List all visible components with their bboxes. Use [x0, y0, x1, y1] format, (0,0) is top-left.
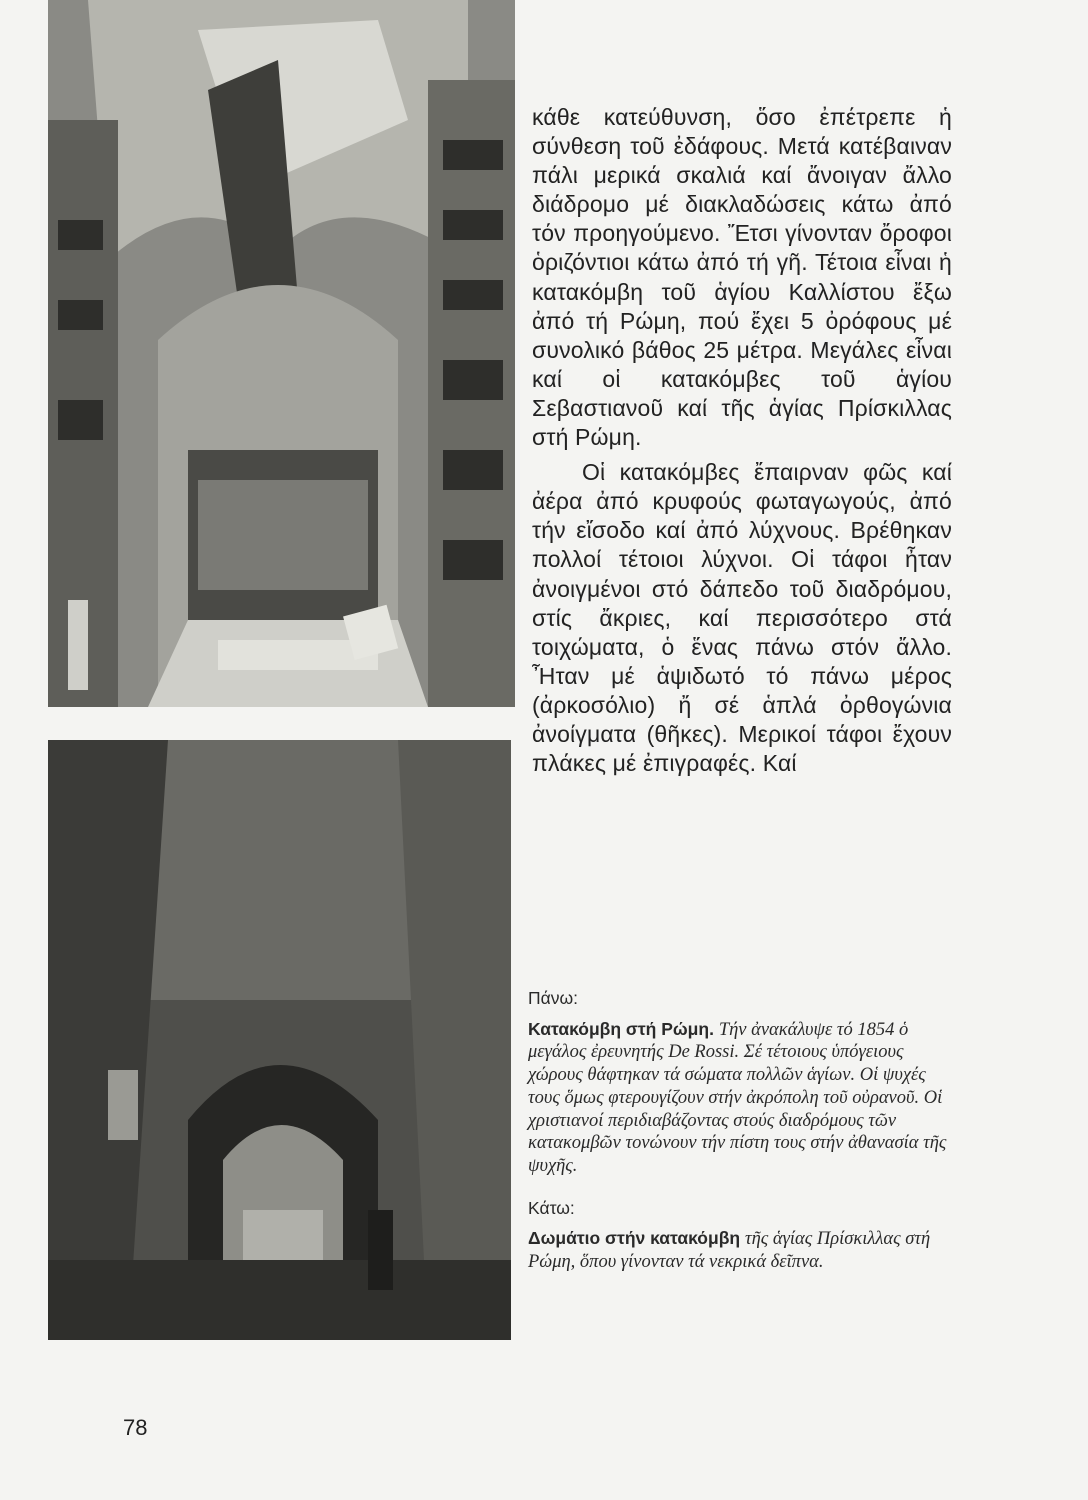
caption-top-label: Πάνω:: [528, 988, 579, 1008]
page-number: 78: [123, 1415, 148, 1440]
caption-bottom: [528, 1228, 960, 1273]
caption-bottom-title: Δωμάτιο στήν κατακόμβη: [528, 1228, 741, 1249]
body-text: [532, 103, 952, 778]
photo-catacomb-corridor: [48, 0, 515, 707]
caption-top-text: Τήν ἀνακάλυψε τό 1854 ὁ μεγάλος ἐρευνητής De Rossi. Σέ τέτοιους ὑπόγειους χώρους θάφτηκαν τά σώματα πολλῶν ἁγίων. Οἱ ψυχές τους ὅμως φτερουγίζουν στήν ἀκρόπολη τοῦ οὐρανοῦ. Οἱ χριστιανοί περιδιαβάζοντας στούς διαδρόμους τῶν κατακομβῶν τονώνουν τήν πίστη τους στήν ἀθανασία τῆς ψυχῆς.: [528, 1019, 947, 1176]
caption-bottom-text: τῆς ἁγίας Πρίσκιλλας στή Ρώμη, ὅπου γίνονταν τά νεκρικά δεῖπνα.: [528, 1229, 931, 1273]
catacomb-corridor-engraving-icon: [48, 0, 515, 707]
catacomb-chamber-photograph-icon: [48, 740, 511, 1340]
body-paragraph-1: κάθε κατεύθυνση, ὅσο ἐπέτρεπε ἡ σύνθεση τοῦ ἐδάφους. Μετά κατέβαιναν πάλι μερικά σκαλιά καί ἄνοιγαν ἄλλο διάδρομο μέ διακλαδώσεις κάτω ἀπό τόν προηγούμενο. Ἔτσι γίνονταν ὄροφοι ὁριζόντιοι κάτω ἀπό τή γῆ. Τέτοια εἶναι ἡ κατακόμβη τοῦ ἁγίου Καλλίστου ἔξω ἀπό τή Ρώμη, πού ἔχει 5 ὀρόφους μέ συνολικό βάθος 25 μέτρα. Μεγάλες εἶναι καί οἱ κατακόμβες τοῦ ἁγίου Σεβαστιανοῦ καί τῆς ἁγίας Πρίσκιλλας στή Ρώμη.: [532, 104, 952, 451]
caption-top: [528, 1019, 960, 1178]
caption-top-title: Κατακόμβη στή Ρώμη.: [528, 1018, 714, 1039]
body-paragraph-2: Οἱ κατακόμβες ἔπαιρναν φῶς καί ἀέρα ἀπό κρυφούς φωταγωγούς, ἀπό τήν εἴσοδο καί ἀπό λύχνους. Βρέθηκαν πολλοί τέτοιοι λύχνοι. Οἱ τάφοι ἦταν ἀνοιγμένοι στό δάπεδο τοῦ διαδρόμου, στίς ἄκριες, καί περισσότερο στά τοιχώματα, ὁ ἕνας πάνω στόν ἄλλο. Ἦταν μέ ἁψιδωτό τό πάνω μέρος (ἀρκοσόλιο) ἤ σέ ἁπλά ὀρθογώνια ἀνοίγματα (θῆκες). Μερικοί τάφοι ἔχουν πλάκες μέ ἐπιγραφές. Καί: [532, 459, 952, 777]
caption-bottom-label: Κάτω:: [528, 1197, 575, 1218]
photo-catacomb-chamber: [48, 740, 511, 1340]
captions: [528, 988, 960, 1274]
